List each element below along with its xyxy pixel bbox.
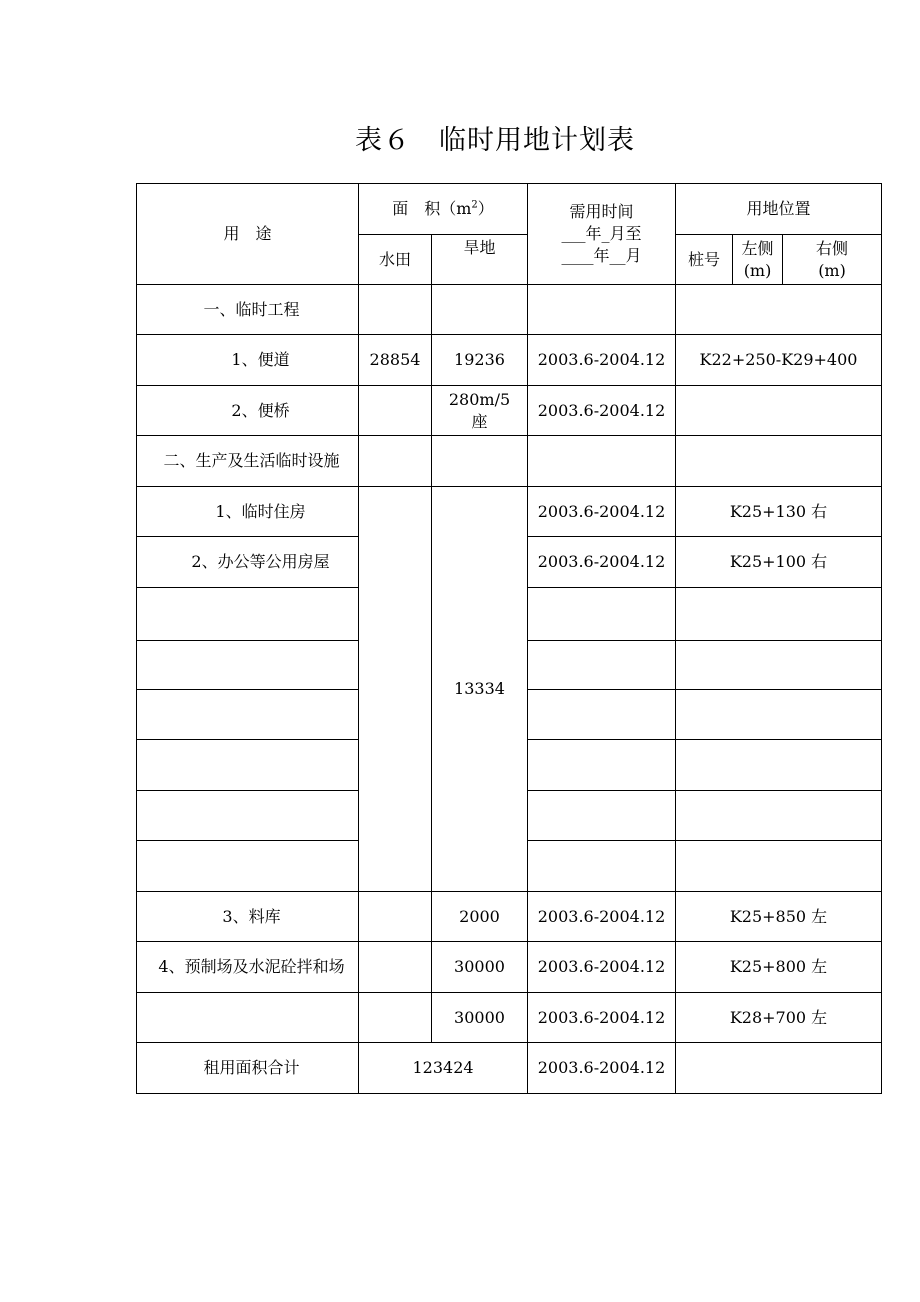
- cell-time: 2003.6-2004.12: [528, 487, 676, 537]
- cell-location: [676, 588, 882, 641]
- total-time: 2003.6-2004.12: [528, 1043, 676, 1094]
- row-use: [137, 690, 359, 740]
- cell-paddy: [359, 386, 432, 436]
- cell-location: K25+850 左: [676, 892, 882, 942]
- cell-location: [676, 740, 882, 791]
- table-row: [137, 892, 882, 942]
- row-use: 2、便桥: [137, 386, 359, 436]
- cell-paddy: [359, 993, 432, 1043]
- total-label: 租用面积合计: [137, 1043, 359, 1094]
- header-left-side-unit: (m): [743, 260, 772, 280]
- row-use: [137, 588, 359, 641]
- header-time-line1: 需用时间: [569, 202, 634, 221]
- table-row: [137, 993, 882, 1043]
- row-use: 二、生产及生活临时设施: [137, 436, 359, 487]
- cell-location: [676, 641, 882, 690]
- row-use: [137, 841, 359, 892]
- header-area-sup: 2: [471, 199, 478, 211]
- row-use: [137, 641, 359, 690]
- cell-dry: 30000: [432, 993, 528, 1043]
- total-location: [676, 1043, 882, 1094]
- page-title: 表６ 临时用地计划表: [355, 125, 635, 156]
- cell-dry: 30000: [432, 942, 528, 993]
- total-area: 123424: [359, 1043, 528, 1094]
- header-stake: 桩号: [676, 235, 733, 285]
- cell-paddy: [359, 285, 432, 335]
- land-plan-table: [136, 183, 882, 1094]
- cell-time: [528, 841, 676, 892]
- cell-paddy: 28854: [359, 335, 432, 386]
- cell-time: 2003.6-2004.12: [528, 335, 676, 386]
- row-use: [137, 740, 359, 791]
- header-right-side-unit: (m): [818, 260, 846, 280]
- header-area: [359, 184, 528, 235]
- row-use: [137, 993, 359, 1043]
- header-right-side: [783, 235, 882, 285]
- cell-paddy-merged: [359, 487, 432, 892]
- cell-dry: [432, 285, 528, 335]
- table-row-total: [137, 1043, 882, 1094]
- header-time-line3: ____年__月: [561, 246, 642, 265]
- cell-dry: 2000: [432, 892, 528, 942]
- header-area-label: 面 积（m: [392, 199, 472, 218]
- table-row: [137, 436, 882, 487]
- header-row-1: [137, 184, 882, 235]
- header-time-line2: ___年_月至: [561, 224, 642, 243]
- header-use: 用 途: [137, 184, 359, 285]
- cell-time: [528, 690, 676, 740]
- table-row: [137, 386, 882, 436]
- cell-time: 2003.6-2004.12: [528, 892, 676, 942]
- cell-time: [528, 436, 676, 487]
- cell-location: K25+130 右: [676, 487, 882, 537]
- header-right-side-label: 右侧: [816, 238, 849, 258]
- row-use: 一、临时工程: [137, 285, 359, 335]
- header-left-side-label: 左侧: [741, 238, 774, 258]
- cell-paddy: [359, 436, 432, 487]
- header-area-close: ）: [477, 199, 494, 218]
- header-dry: 旱地: [432, 235, 528, 285]
- row-use: 1、便道: [137, 335, 359, 386]
- cell-location: K28+700 左: [676, 993, 882, 1043]
- cell-time: [528, 285, 676, 335]
- table-row: [137, 335, 882, 386]
- cell-time: [528, 588, 676, 641]
- table-row: [137, 285, 882, 335]
- cell-time: 2003.6-2004.12: [528, 993, 676, 1043]
- cell-paddy: [359, 942, 432, 993]
- header-location: 用地位置: [676, 184, 882, 235]
- cell-location: [676, 285, 882, 335]
- cell-location: K25+800 左: [676, 942, 882, 993]
- cell-time: [528, 791, 676, 841]
- header-left-side: [733, 235, 783, 285]
- cell-dry-merged: 13334: [432, 487, 528, 892]
- cell-location: [676, 690, 882, 740]
- cell-time: 2003.6-2004.12: [528, 386, 676, 436]
- row-use: 2、办公等公用房屋: [137, 537, 359, 588]
- cell-time: [528, 740, 676, 791]
- header-time: [528, 184, 676, 285]
- header-paddy: 水田: [359, 235, 432, 285]
- cell-dry: 19236: [432, 335, 528, 386]
- row-use: [137, 791, 359, 841]
- row-use: 3、料库: [137, 892, 359, 942]
- cell-time: 2003.6-2004.12: [528, 537, 676, 588]
- cell-dry: [432, 436, 528, 487]
- cell-location: [676, 436, 882, 487]
- cell-location: [676, 386, 882, 436]
- cell-location: [676, 791, 882, 841]
- cell-location: K22+250-K29+400: [676, 335, 882, 386]
- cell-time: 2003.6-2004.12: [528, 942, 676, 993]
- cell-location: K25+100 右: [676, 537, 882, 588]
- table-row: [137, 487, 882, 537]
- cell-dry-line1: 280m/5: [448, 389, 511, 409]
- row-use: 1、临时住房: [137, 487, 359, 537]
- cell-dry: [432, 386, 528, 436]
- cell-location: [676, 841, 882, 892]
- cell-time: [528, 641, 676, 690]
- table-row: [137, 942, 882, 993]
- cell-dry-line2: 座: [471, 411, 488, 431]
- row-use: 4、预制场及水泥砼拌和场: [137, 942, 359, 993]
- cell-paddy: [359, 892, 432, 942]
